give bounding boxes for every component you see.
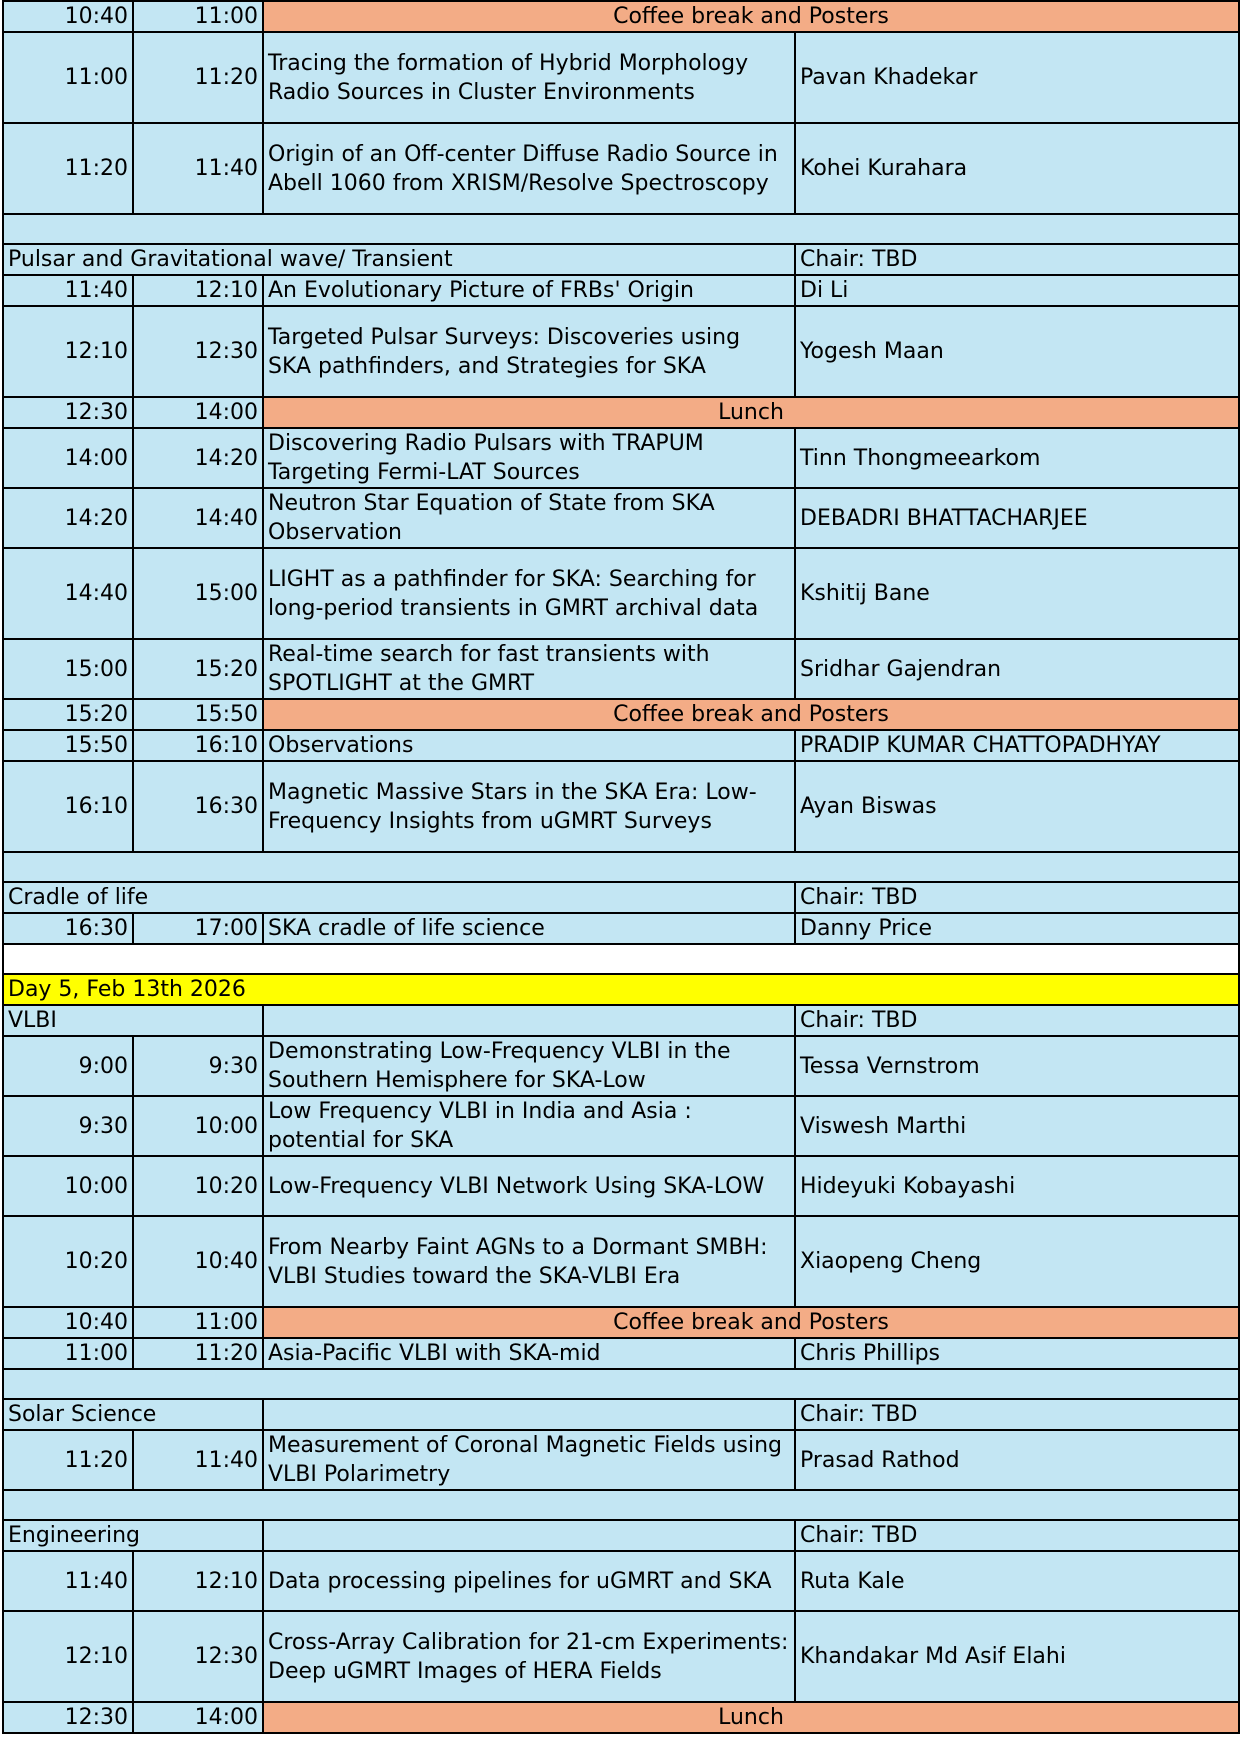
break-row [3,699,1239,730]
session-title: Solar Science [3,1399,263,1430]
speaker-name: Chris Phillips [795,1338,1239,1369]
end-time: 11:00 [133,1307,263,1338]
talk-title: Tracing the formation of Hybrid Morphology Radio Sources in Cluster Environments [263,32,795,123]
break-row [3,1307,1239,1338]
blank-row [3,944,1239,974]
talk-title: Cross-Array Calibration for 21-cm Experiments: Deep uGMRT Images of HERA Fields [263,1611,795,1702]
spacer-row [3,852,1239,882]
session-chair: Chair: TBD [795,1520,1239,1551]
talk-title: From Nearby Faint AGNs to a Dormant SMBH: VLBI Studies toward the SKA-VLBI Era [263,1216,795,1307]
talk-row [3,1551,1239,1611]
break-row [3,397,1239,428]
start-time: 16:10 [3,761,133,852]
session-header-row [3,1520,1239,1551]
speaker-name: Kohei Kurahara [795,123,1239,214]
start-time: 10:40 [3,1307,133,1338]
break-label: Lunch [263,1702,1239,1733]
end-time: 14:00 [133,397,263,428]
end-time: 12:30 [133,1611,263,1702]
end-time: 12:30 [133,306,263,397]
empty-cell [263,1399,795,1430]
end-time: 12:10 [133,1551,263,1611]
start-time: 11:00 [3,1338,133,1369]
start-time: 12:10 [3,306,133,397]
empty-cell [3,214,1239,244]
session-title: Engineering [3,1520,263,1551]
talk-row [3,761,1239,852]
end-time: 14:20 [133,428,263,488]
end-time: 12:10 [133,275,263,306]
spacer-row [3,214,1239,244]
talk-title: Targeted Pulsar Surveys: Discoveries using SKA pathfinders, and Strategies for SKA [263,306,795,397]
talk-row [3,1430,1239,1490]
talk-title: Observations [263,730,795,761]
talk-title: Neutron Star Equation of State from SKA Observation [263,488,795,548]
end-time: 10:20 [133,1156,263,1216]
talk-row [3,730,1239,761]
start-time: 12:30 [3,1702,133,1733]
empty-cell [3,1490,1239,1520]
speaker-name: Prasad Rathod [795,1430,1239,1490]
talk-title: Data processing pipelines for uGMRT and SKA [263,1551,795,1611]
talk-title: Real-time search for fast transients with SPOTLIGHT at the GMRT [263,639,795,699]
session-header-row [3,882,1239,913]
break-label: Lunch [263,397,1239,428]
speaker-name: Danny Price [795,913,1239,944]
talk-row [3,1036,1239,1096]
session-header-row [3,1399,1239,1430]
speaker-name: Pavan Khadekar [795,32,1239,123]
talk-row [3,1611,1239,1702]
session-chair: Chair: TBD [795,882,1239,913]
end-time: 16:30 [133,761,263,852]
talk-row [3,1216,1239,1307]
end-time: 16:10 [133,730,263,761]
session-title: Cradle of life [3,882,795,913]
break-label: Coffee break and Posters [263,699,1239,730]
speaker-name: Hideyuki Kobayashi [795,1156,1239,1216]
start-time: 11:40 [3,275,133,306]
end-time: 11:40 [133,123,263,214]
start-time: 14:00 [3,428,133,488]
session-header-row [3,1005,1239,1036]
end-time: 9:30 [133,1036,263,1096]
spacer-row [3,1490,1239,1520]
speaker-name: Khandakar Md Asif Elahi [795,1611,1239,1702]
end-time: 15:00 [133,548,263,639]
session-chair: Chair: TBD [795,1005,1239,1036]
speaker-name: DEBADRI BHATTACHARJEE [795,488,1239,548]
start-time: 10:40 [3,1,133,32]
talk-row [3,913,1239,944]
start-time: 11:00 [3,32,133,123]
speaker-name: PRADIP KUMAR CHATTOPADHYAY [795,730,1239,761]
day-title: Day 5, Feb 13th 2026 [3,974,1239,1005]
start-time: 12:10 [3,1611,133,1702]
talk-row [3,548,1239,639]
end-time: 15:50 [133,699,263,730]
end-time: 14:00 [133,1702,263,1733]
talk-row [3,639,1239,699]
talk-title: An Evolutionary Picture of FRBs' Origin [263,275,795,306]
empty-cell [3,852,1239,882]
start-time: 16:30 [3,913,133,944]
session-title: Pulsar and Gravitational wave/ Transient [3,244,795,275]
day-header-row [3,974,1239,1005]
speaker-name: Kshitij Bane [795,548,1239,639]
start-time: 11:20 [3,1430,133,1490]
start-time: 14:20 [3,488,133,548]
talk-title: Measurement of Coronal Magnetic Fields using VLBI Polarimetry [263,1430,795,1490]
talk-row [3,123,1239,214]
speaker-name: Ruta Kale [795,1551,1239,1611]
talk-row [3,306,1239,397]
speaker-name: Ayan Biswas [795,761,1239,852]
speaker-name: Viswesh Marthi [795,1096,1239,1156]
session-chair: Chair: TBD [795,244,1239,275]
break-row [3,1,1239,32]
start-time: 11:40 [3,1551,133,1611]
speaker-name: Sridhar Gajendran [795,639,1239,699]
end-time: 11:40 [133,1430,263,1490]
schedule-table [2,0,1240,1734]
break-row [3,1702,1239,1733]
session-title: VLBI [3,1005,263,1036]
end-time: 10:40 [133,1216,263,1307]
talk-title: Origin of an Off-center Diffuse Radio Source in Abell 1060 from XRISM/Resolve Spectroscopy [263,123,795,214]
start-time: 15:20 [3,699,133,730]
end-time: 14:40 [133,488,263,548]
talk-title: LIGHT as a pathfinder for SKA: Searching for long-period transients in GMRT archival data [263,548,795,639]
start-time: 11:20 [3,123,133,214]
talk-title: Magnetic Massive Stars in the SKA Era: Low-Frequency Insights from uGMRT Surveys [263,761,795,852]
talk-row [3,488,1239,548]
spacer-row [3,1369,1239,1399]
talk-row [3,32,1239,123]
start-time: 15:00 [3,639,133,699]
start-time: 10:00 [3,1156,133,1216]
talk-row [3,1338,1239,1369]
talk-title: Discovering Radio Pulsars with TRAPUM Targeting Fermi-LAT Sources [263,428,795,488]
talk-row [3,275,1239,306]
start-time: 12:30 [3,397,133,428]
speaker-name: Tessa Vernstrom [795,1036,1239,1096]
speaker-name: Yogesh Maan [795,306,1239,397]
talk-title: Demonstrating Low-Frequency VLBI in the Southern Hemisphere for SKA-Low [263,1036,795,1096]
start-time: 15:50 [3,730,133,761]
talk-title: Low Frequency VLBI in India and Asia : potential for SKA [263,1096,795,1156]
empty-cell [3,944,1239,974]
talk-row [3,1156,1239,1216]
talk-row [3,428,1239,488]
end-time: 15:20 [133,639,263,699]
end-time: 11:20 [133,32,263,123]
session-header-row [3,244,1239,275]
start-time: 10:20 [3,1216,133,1307]
end-time: 11:00 [133,1,263,32]
talk-row [3,1096,1239,1156]
empty-cell [3,1369,1239,1399]
end-time: 11:20 [133,1338,263,1369]
break-label: Coffee break and Posters [263,1,1239,32]
start-time: 9:00 [3,1036,133,1096]
talk-title: Low-Frequency VLBI Network Using SKA-LOW [263,1156,795,1216]
empty-cell [263,1520,795,1551]
speaker-name: Tinn Thongmeearkom [795,428,1239,488]
end-time: 17:00 [133,913,263,944]
break-label: Coffee break and Posters [263,1307,1239,1338]
speaker-name: Di Li [795,275,1239,306]
talk-title: Asia-Pacific VLBI with SKA-mid [263,1338,795,1369]
talk-title: SKA cradle of life science [263,913,795,944]
speaker-name: Xiaopeng Cheng [795,1216,1239,1307]
schedule-body [3,1,1239,1733]
start-time: 9:30 [3,1096,133,1156]
end-time: 10:00 [133,1096,263,1156]
empty-cell [263,1005,795,1036]
session-chair: Chair: TBD [795,1399,1239,1430]
start-time: 14:40 [3,548,133,639]
